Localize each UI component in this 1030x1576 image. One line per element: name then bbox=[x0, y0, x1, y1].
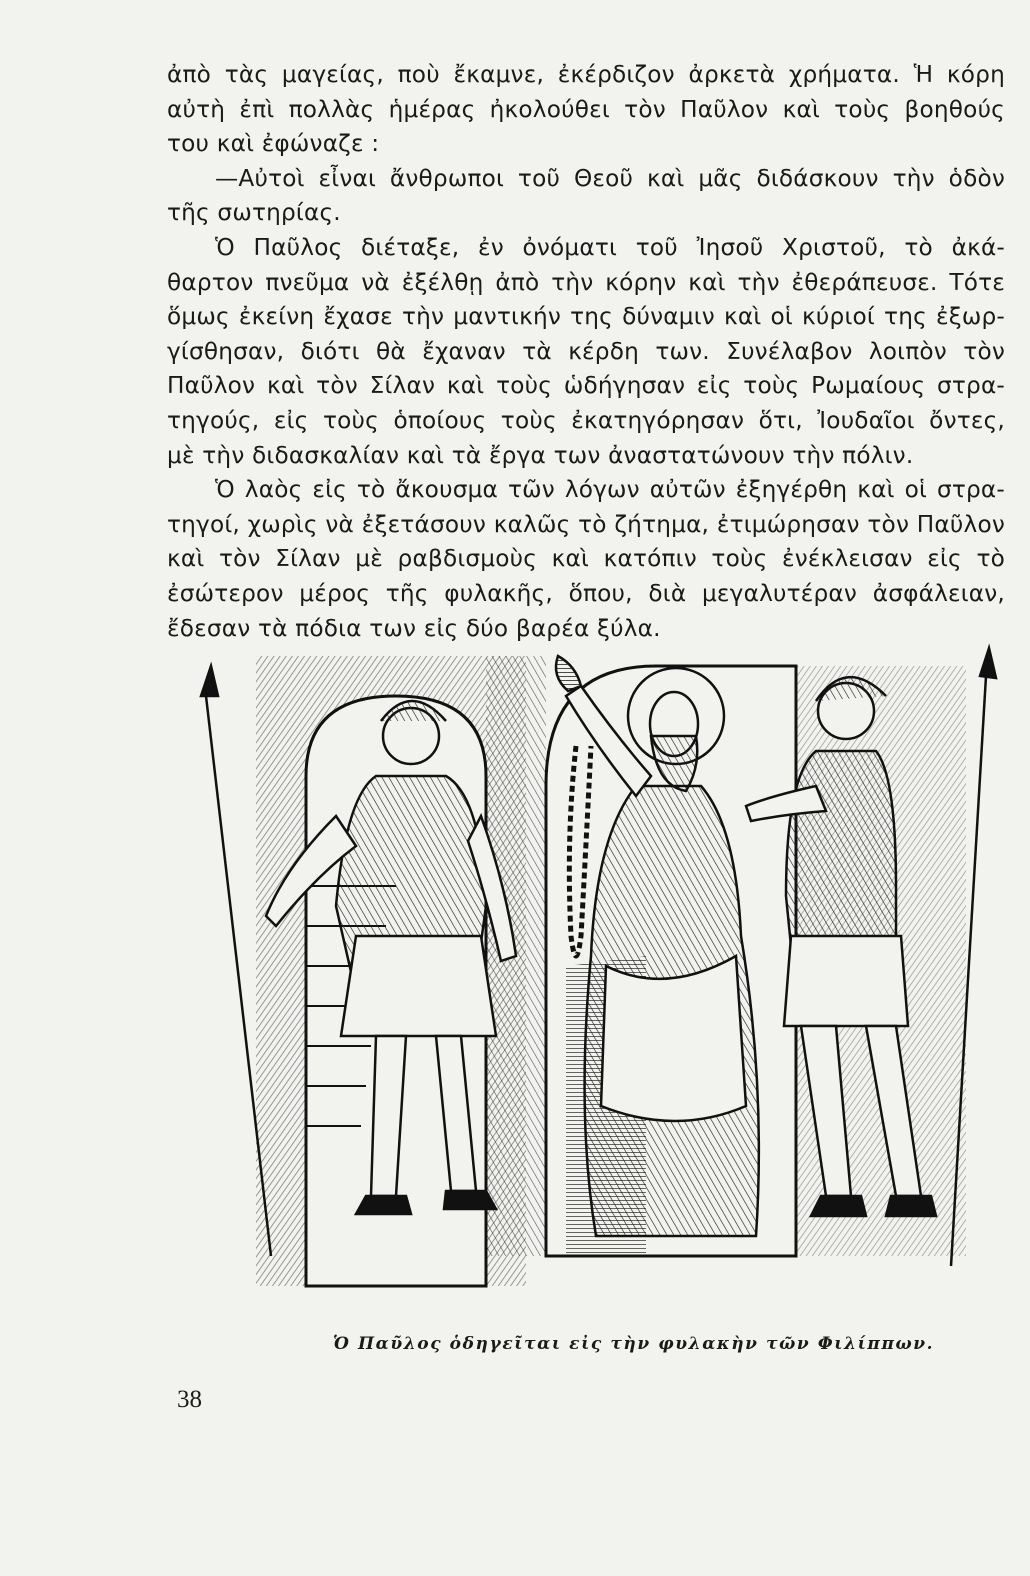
text-line: του καὶ ἐφώναζε : bbox=[167, 130, 380, 158]
text-line: ἐσώτερον μέρος τῆς φυλακῆς, ὅπου, διὰ μεγαλυτέραν ἀσφάλειαν, bbox=[167, 579, 1005, 607]
figure-caption: Ὁ Παῦλος ὁδηγεῖται εἰς τὴν φυλακὴν τῶν Φιλίππων. bbox=[333, 1334, 935, 1354]
text-line: τῆς σωτηρίας. bbox=[167, 199, 341, 227]
text-line: —Αὐτοὶ εἶναι ἄνθρωποι τοῦ Θεοῦ καὶ μᾶς διδάσκουν τὴν ὁδὸν bbox=[215, 164, 1005, 192]
text-line: αὐτὴ ἐπὶ πολλὰς ἡμέρας ἠκολούθει τὸν Παῦλον καὶ τοὺς βοηθούς bbox=[167, 95, 1005, 123]
text-line: ἔδεσαν τὰ πόδια των εἰς δύο βαρέα ξύλα. bbox=[167, 614, 661, 642]
text-line: Ὁ λαὸς εἰς τὸ ἄκουσμα τῶν λόγων αὐτῶν ἐξηγέρθη καὶ οἱ στρα- bbox=[215, 476, 1005, 504]
text-line: τηγοί, χωρὶς νὰ ἐξετάσουν καλῶς τὸ ζήτημα, ἐτιμώρησαν τὸν Παῦλον bbox=[167, 510, 1005, 538]
text-line: Παῦλον καὶ τὸν Σίλαν καὶ τοὺς ὡδήγησαν εἰς τοὺς Ρωμαίους στρα- bbox=[167, 372, 1005, 400]
text-line: γίσθησαν, διότι θὰ ἔχαναν τὰ κέρδη των. Συνέλαβον λοιπὸν τὸν bbox=[167, 337, 1005, 365]
text-line: τηγούς, εἰς τοὺς ὁποίους τοὺς ἐκατηγόρησαν ὅτι, Ἰουδαῖοι ὄντες, bbox=[167, 406, 1005, 434]
prison-illustration bbox=[196, 636, 1008, 1576]
text-line: καὶ τὸν Σίλαν μὲ ραβδισμοὺς καὶ κατόπιν τοὺς ἐνέκλεισαν εἰς τὸ bbox=[167, 545, 1005, 573]
text-line: θαρτον πνεῦμα νὰ ἐξέλθῃ ἀπὸ τὴν κόρην καὶ τὴν ἐθεράπευσε. Τότε bbox=[167, 268, 1005, 296]
body-text bbox=[167, 58, 1005, 646]
text-line: ἀπὸ τὰς μαγείας, ποὺ ἔκαμνε, ἐκέρδιζον ἀρκετὰ χρήματα. Ἡ κόρη bbox=[167, 61, 1005, 88]
page-number: 38 bbox=[177, 1386, 202, 1413]
text-line: Ὁ Παῦλος διέταξε, ἐν ὀνόματι τοῦ Ἰησοῦ Χριστοῦ, τὸ ἀκά- bbox=[215, 233, 1005, 261]
text-line: μὲ τὴν διδασκαλίαν καὶ τὰ ἔργα των ἀναστατώνουν τὴν πόλιν. bbox=[167, 441, 914, 469]
text-line: ὅμως ἐκείνη ἔχασε τὴν μαντικήν της δύναμιν καὶ οἱ κύριοί της ἐξωρ- bbox=[167, 303, 1005, 331]
